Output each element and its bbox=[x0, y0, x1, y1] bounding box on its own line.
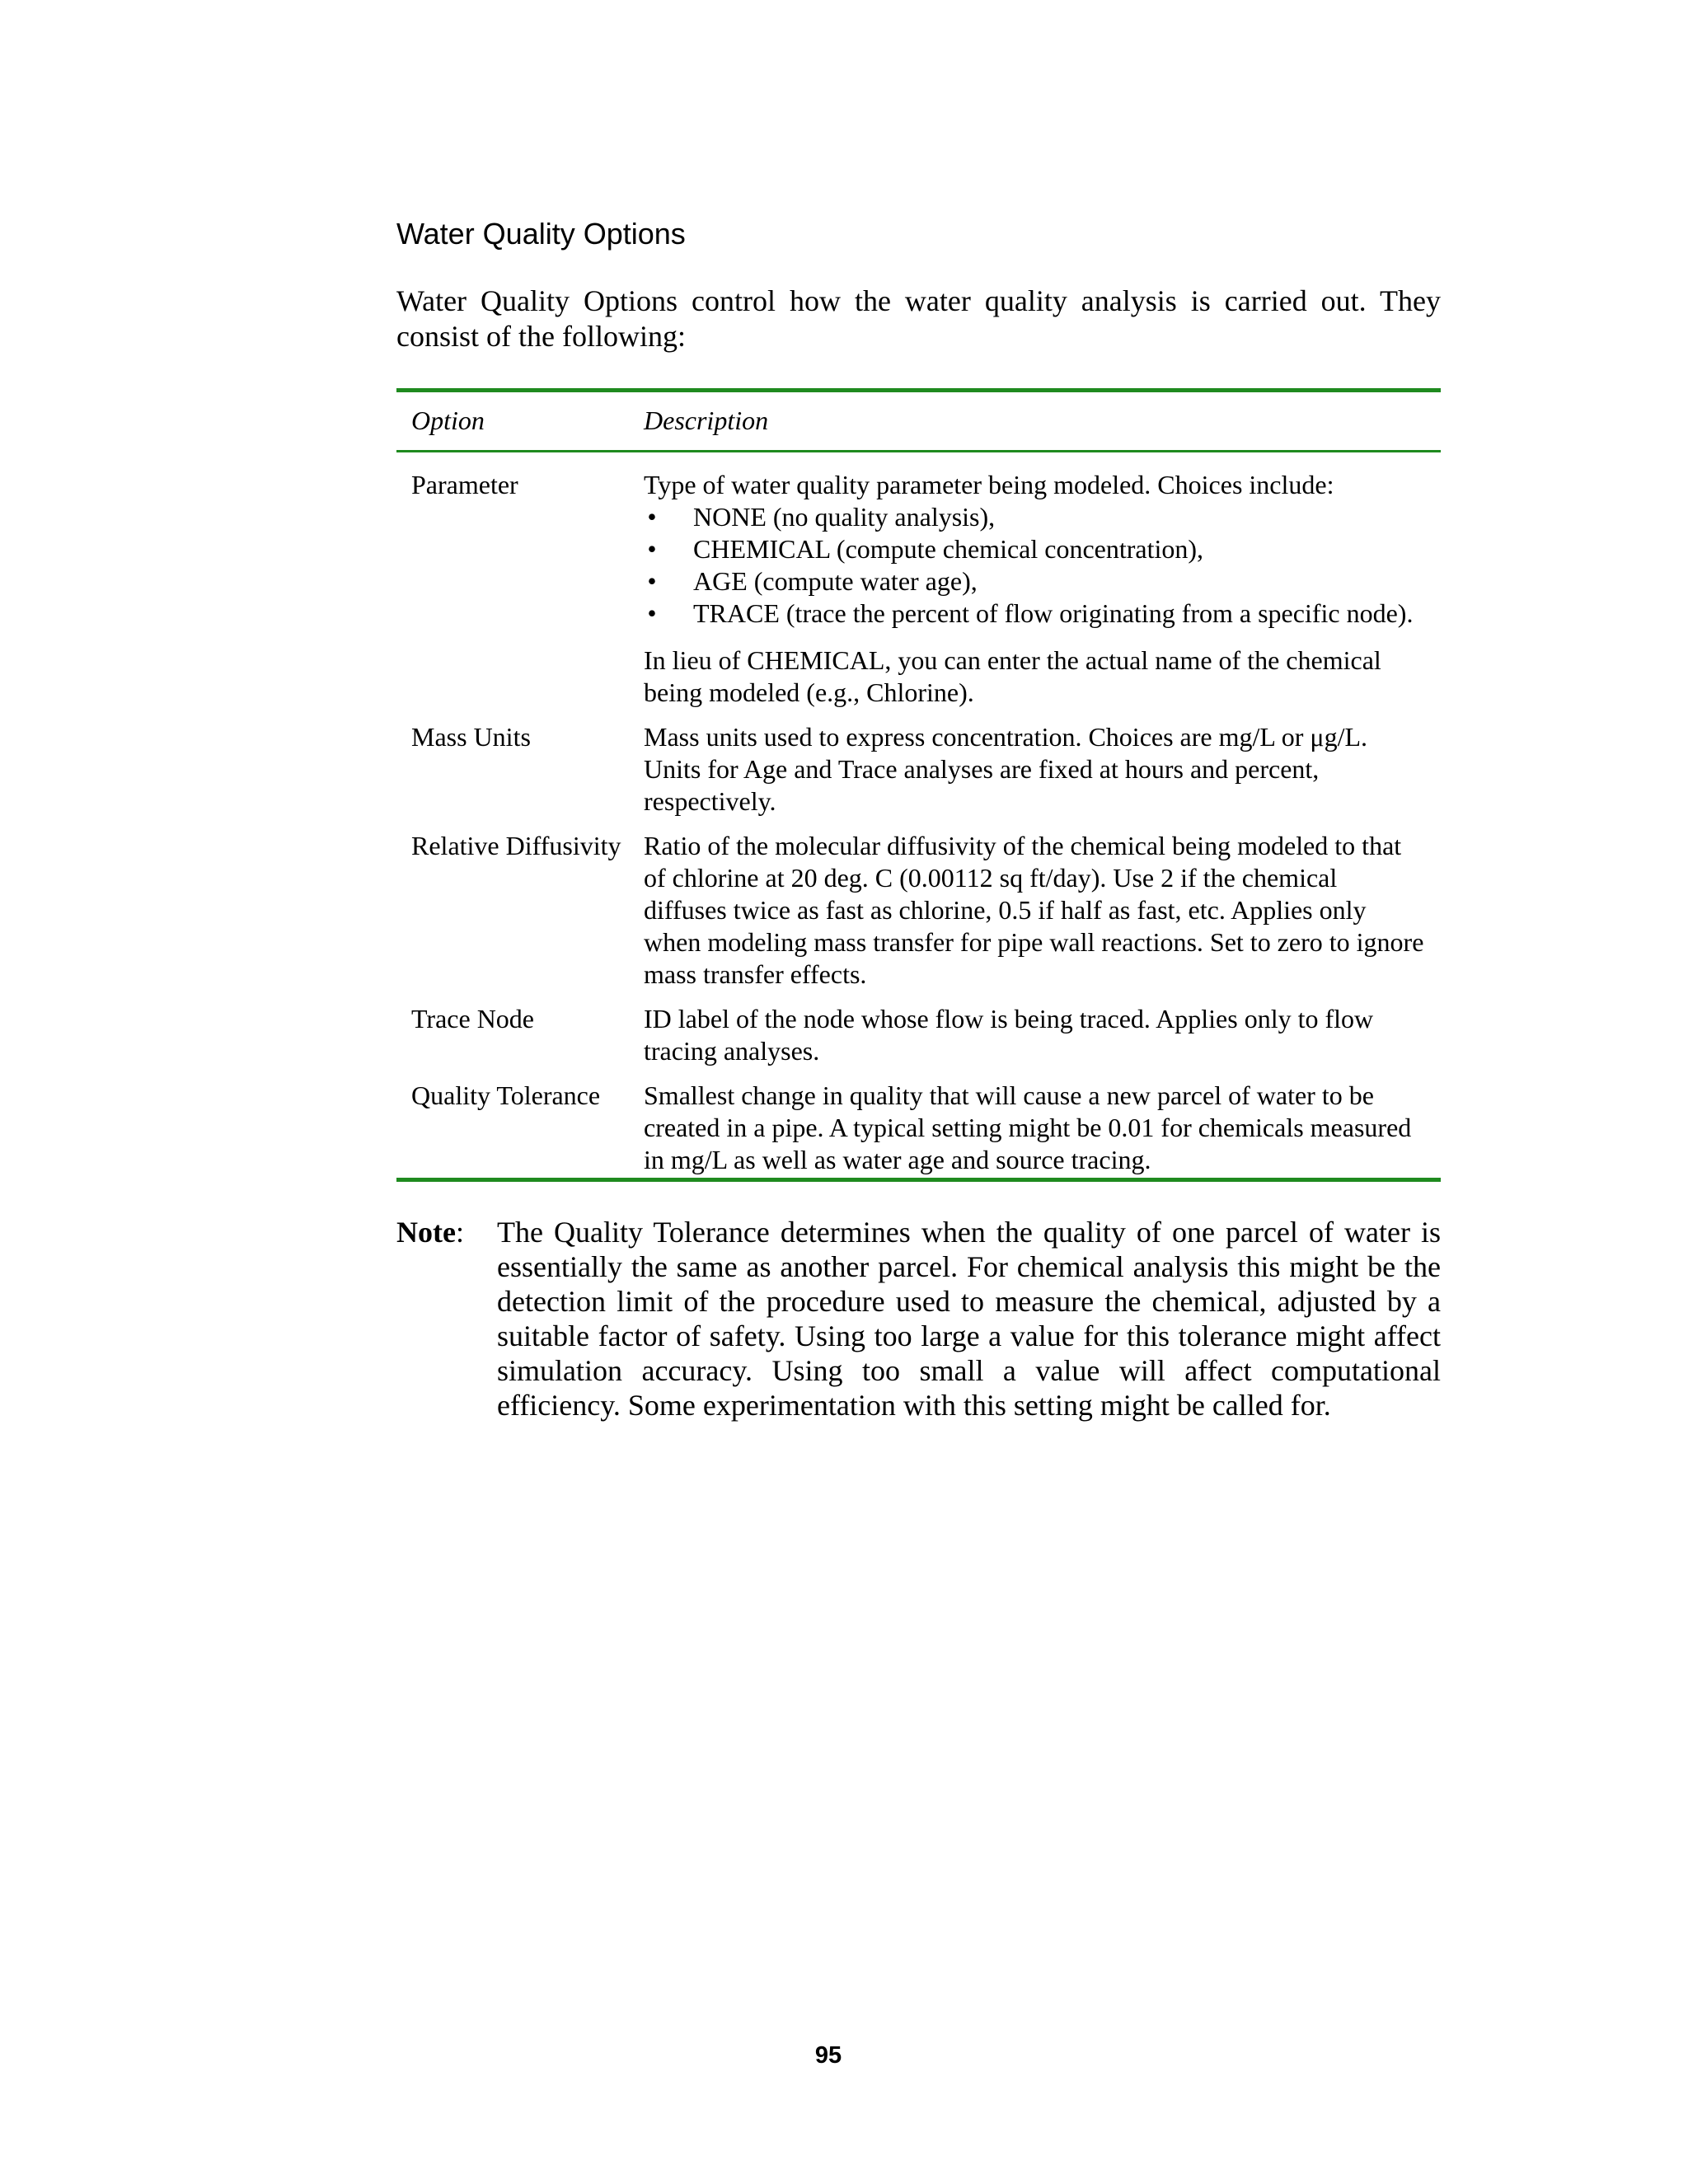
bullet-icon: • bbox=[647, 534, 657, 564]
description-parameter bbox=[644, 452, 1441, 710]
header-description: Description bbox=[644, 405, 769, 435]
bullet-icon: • bbox=[647, 566, 657, 596]
note-block bbox=[396, 1215, 1441, 1422]
table-row-parameter bbox=[396, 452, 1441, 710]
table-row-trace-node bbox=[396, 991, 1441, 1067]
bullet-icon: • bbox=[647, 502, 657, 532]
page-number: 95 bbox=[814, 2042, 842, 2069]
option-quality-tolerance: Quality Tolerance bbox=[411, 1080, 601, 1110]
bullet-icon: • bbox=[647, 598, 657, 628]
header-option: Option bbox=[411, 405, 485, 435]
parameter-choices-list bbox=[644, 501, 1424, 630]
section-heading: Water Quality Options bbox=[396, 217, 686, 251]
parameter-extra: In lieu of CHEMICAL, you can enter the actual name of the chemical being modeled (e.g., Chlorine). bbox=[644, 645, 1381, 707]
table-row-mass-units bbox=[396, 709, 1441, 818]
list-item: • NONE (no quality analysis), bbox=[644, 501, 1424, 533]
option-mass-units: Mass Units bbox=[411, 722, 531, 752]
option-trace-node: Trace Node bbox=[411, 1004, 534, 1033]
intro-paragraph: Water Quality Options control how the water quality analysis is carried out. They consist of the following: bbox=[396, 284, 1441, 353]
description-quality-tolerance: Smallest change in quality that will cause a new parcel of water to be created in a pipe. A typical setting might be 0.01 for chemicals measured in mg/L as well as water age and source tracing. bbox=[644, 1080, 1412, 1174]
page-content bbox=[396, 216, 1441, 1422]
table-row-quality-tolerance bbox=[396, 1067, 1441, 1180]
option-relative-diffusivity: Relative Diffusivity bbox=[411, 831, 621, 860]
table-header-row bbox=[396, 391, 1441, 452]
note-text: The Quality Tolerance determines when the quality of one parcel of water is essentially the same as another parcel. For chemical analysis this might be the detection limit of the procedure used to measure the chemical, adjusted by a suitable factor of safety. Using too large a value for this tolerance might affect simulation accuracy. Using too small a value will affect computational efficiency. Some experimentation with this setting might be called for. bbox=[497, 1216, 1441, 1422]
list-item: • TRACE (trace the percent of flow originating from a specific node). bbox=[644, 598, 1424, 630]
table-row-relative-diffusivity bbox=[396, 818, 1441, 991]
description-relative-diffusivity: Ratio of the molecular diffusivity of the chemical being modeled to that of chlorine at 20 deg. C (0.00112 sq ft/day). Use 2 if the chemical diffuses twice as fast as chlorine, 0.5 if half as fast, etc. Applies only when modeling mass transfer for pipe wall reactions. Set to zero to ignore mass transfer effects. bbox=[644, 831, 1424, 989]
option-parameter: Parameter bbox=[411, 470, 518, 499]
options-table bbox=[396, 388, 1441, 1182]
description-mass-units: Mass units used to express concentration. Choices are mg/L or μg/L. Units for Age and Trace analyses are fixed at hours and percent, respectively. bbox=[644, 722, 1367, 816]
note-label: Note: bbox=[396, 1216, 464, 1249]
list-item: • CHEMICAL (compute chemical concentration), bbox=[644, 533, 1424, 565]
parameter-lead: Type of water quality parameter being modeled. Choices include: bbox=[644, 470, 1334, 499]
description-trace-node: ID label of the node whose flow is being traced. Applies only to flow tracing analyses. bbox=[644, 1004, 1374, 1066]
list-item: • AGE (compute water age), bbox=[644, 565, 1424, 598]
